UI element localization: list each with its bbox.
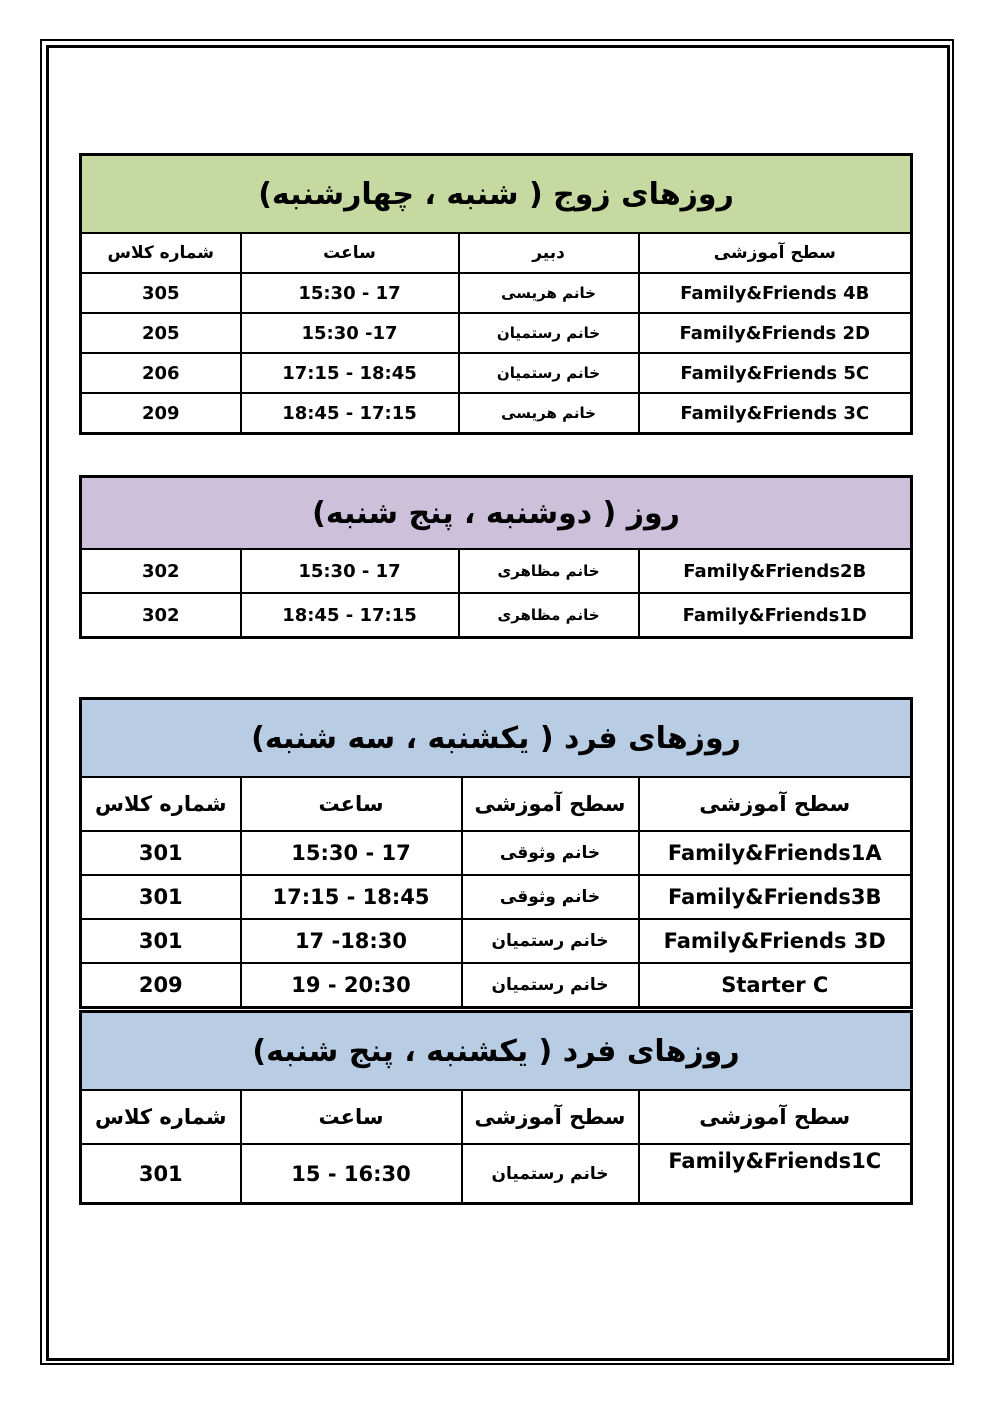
- cell-room: 302: [81, 549, 241, 593]
- table-row: [81, 831, 912, 875]
- header-teacher: سطح آموزشی: [462, 777, 639, 831]
- cell-level: Starter C: [639, 963, 912, 1008]
- table-row: [81, 549, 912, 593]
- cell-time: 15:30 - 17: [241, 549, 459, 593]
- table-row: [81, 875, 912, 919]
- table-row: [81, 313, 912, 353]
- table-title: روزهای فرد ( یکشنبه ، پنج شنبه): [81, 1012, 912, 1091]
- cell-room: 206: [81, 353, 241, 393]
- cell-room: 209: [81, 963, 241, 1008]
- cell-teacher: خانم رستمیان: [462, 919, 639, 963]
- cell-time: 17 -18:30: [241, 919, 462, 963]
- cell-room: 302: [81, 593, 241, 638]
- cell-teacher: خانم مظاهری: [459, 549, 639, 593]
- cell-teacher: خانم مظاهری: [459, 593, 639, 638]
- cell-time: 18:45 - 17:15: [241, 393, 459, 434]
- table-row: [81, 353, 912, 393]
- cell-time: 15 - 16:30: [241, 1144, 462, 1204]
- table-row: [81, 593, 912, 638]
- cell-level: Family&Friends2B: [639, 549, 912, 593]
- cell-room: 205: [81, 313, 241, 353]
- cell-room: 209: [81, 393, 241, 434]
- header-level: سطح آموزشی: [639, 233, 912, 273]
- table-row: [81, 919, 912, 963]
- cell-time: 17:15 - 18:45: [241, 353, 459, 393]
- header-time: ساعت: [241, 1090, 462, 1144]
- header-time: ساعت: [241, 777, 462, 831]
- cell-time: 18:45 - 17:15: [241, 593, 459, 638]
- cell-teacher: خانم وثوقی: [462, 831, 639, 875]
- cell-level: Family&Friends1D: [639, 593, 912, 638]
- cell-level: Family&Friends 3D: [639, 919, 912, 963]
- schedule-table-odd-days: [79, 697, 913, 1009]
- cell-level: Family&Friends1C: [639, 1144, 912, 1204]
- cell-time: 15:30 -17: [241, 313, 459, 353]
- schedule-table-mon-thu: [79, 475, 913, 639]
- header-room: شماره کلاس: [81, 1090, 241, 1144]
- cell-time: 15:30 - 17: [241, 273, 459, 313]
- cell-level: Family&Friends 5C: [639, 353, 912, 393]
- cell-room: 301: [81, 875, 241, 919]
- cell-teacher: خانم رستمیان: [462, 1144, 639, 1204]
- schedule-table-even-days: [79, 153, 913, 435]
- header-teacher: سطح آموزشی: [462, 1090, 639, 1144]
- cell-level: Family&Friends1A: [639, 831, 912, 875]
- cell-teacher: خانم رستمیان: [459, 353, 639, 393]
- schedule-table-sun-thu: [79, 1010, 913, 1205]
- cell-level: Family&Friends 4B: [639, 273, 912, 313]
- cell-room: 305: [81, 273, 241, 313]
- cell-level: Family&Friends 3C: [639, 393, 912, 434]
- cell-time: 15:30 - 17: [241, 831, 462, 875]
- header-level: سطح آموزشی: [639, 1090, 912, 1144]
- header-room: شماره کلاس: [81, 233, 241, 273]
- cell-time: 17:15 - 18:45: [241, 875, 462, 919]
- table-title: روزهای فرد ( یکشنبه ، سه شنبه): [81, 699, 912, 778]
- header-level: سطح آموزشی: [639, 777, 912, 831]
- table-row: [81, 963, 912, 1008]
- table-row: [81, 273, 912, 313]
- cell-level: Family&Friends3B: [639, 875, 912, 919]
- header-room: شماره کلاس: [81, 777, 241, 831]
- cell-teacher: خانم رستمیان: [459, 313, 639, 353]
- cell-teacher: خانم رستمیان: [462, 963, 639, 1008]
- cell-teacher: خانم وثوقی: [462, 875, 639, 919]
- table-title: روزهای زوج ( شنبه ، چهارشنبه): [81, 155, 912, 234]
- cell-room: 301: [81, 831, 241, 875]
- cell-teacher: خانم هریسی: [459, 273, 639, 313]
- cell-room: 301: [81, 919, 241, 963]
- cell-level: Family&Friends 2D: [639, 313, 912, 353]
- cell-teacher: خانم هریسی: [459, 393, 639, 434]
- header-time: ساعت: [241, 233, 459, 273]
- cell-room: 301: [81, 1144, 241, 1204]
- table-title: روز ( دوشنبه ، پنج شنبه): [81, 477, 912, 550]
- table-row: [81, 1144, 912, 1204]
- header-teacher: دبیر: [459, 233, 639, 273]
- cell-time: 19 - 20:30: [241, 963, 462, 1008]
- table-row: [81, 393, 912, 434]
